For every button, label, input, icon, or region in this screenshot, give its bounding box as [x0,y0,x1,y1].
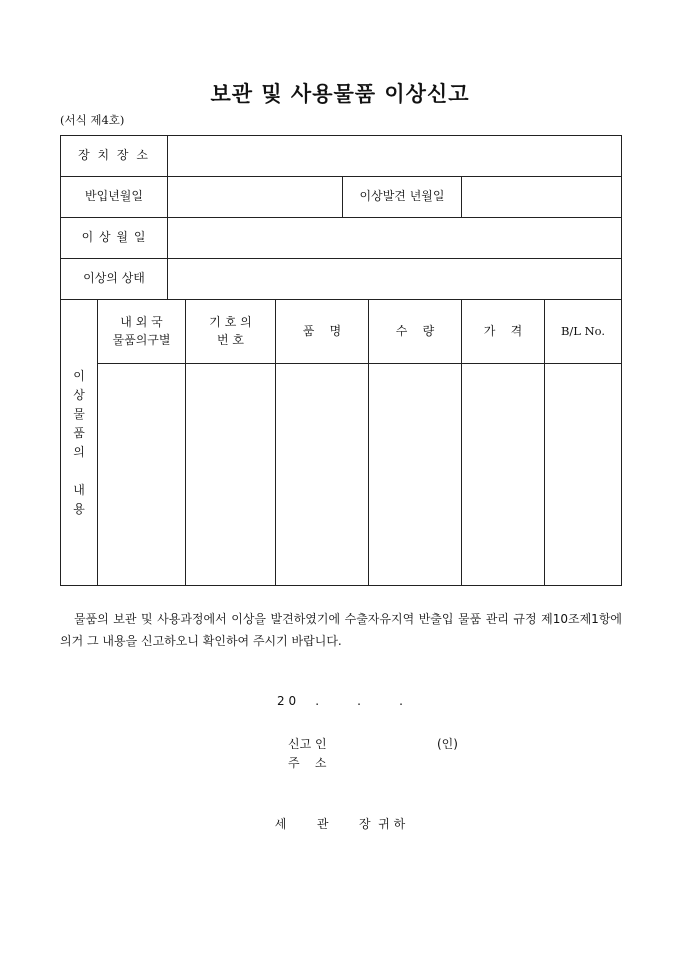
anomaly-date-label: 이 상 월 일 [81,230,147,245]
form-number: (서식 제4호) [60,113,125,127]
column-header-quantity: 수 량 [395,323,435,338]
table-border-right [621,135,622,586]
seal-label: (인) [437,737,458,751]
discovery-date-label: 이상발견 년월일 [359,189,445,204]
anomaly-state-value[interactable] [168,259,621,299]
import-date-value[interactable] [168,177,342,217]
bl-no-entry[interactable] [545,364,621,585]
column-header-origin: 내 외 국 물품의구별 [112,315,171,347]
addressee: 세 관 장 귀 하 [274,817,406,831]
code-number-entry[interactable] [186,364,275,585]
storage-place-label: 장 치 장 소 [78,148,150,163]
contents-side-label: 이 상 물 품 의 내 용 [73,368,85,516]
column-header-price: 가 격 [483,323,523,338]
storage-place-value[interactable] [168,136,621,176]
date-line: 2 0 . . . [277,694,403,708]
origin-entry[interactable] [98,364,185,585]
table-border-bottom [60,585,622,586]
document-title: 보관 및 사용물품 이상신고 [210,81,470,106]
address-label: 주 소 [288,756,327,770]
column-header-item-name: 품 명 [302,323,342,338]
anomaly-date-value[interactable] [168,218,621,258]
import-date-label: 반입년월일 [85,189,143,204]
item-name-entry[interactable] [276,364,368,585]
reporter-label: 신고 인 [288,737,327,751]
quantity-entry[interactable] [369,364,461,585]
column-header-code-number: 기 호 의 번 호 [209,315,252,347]
anomaly-state-label: 이상의 상태 [83,271,145,286]
column-header-bl-no: B/L No. [560,324,606,339]
discovery-date-value[interactable] [462,177,621,217]
price-entry[interactable] [462,364,544,585]
report-statement: 물품의 보관 및 사용과정에서 이상을 발견하였기에 수출자유지역 반출입 물품 관리 규정 제10조제1항에 의거 그 내용을 신고하오니 확인하여 주시기 바랍니다. [60,612,622,648]
